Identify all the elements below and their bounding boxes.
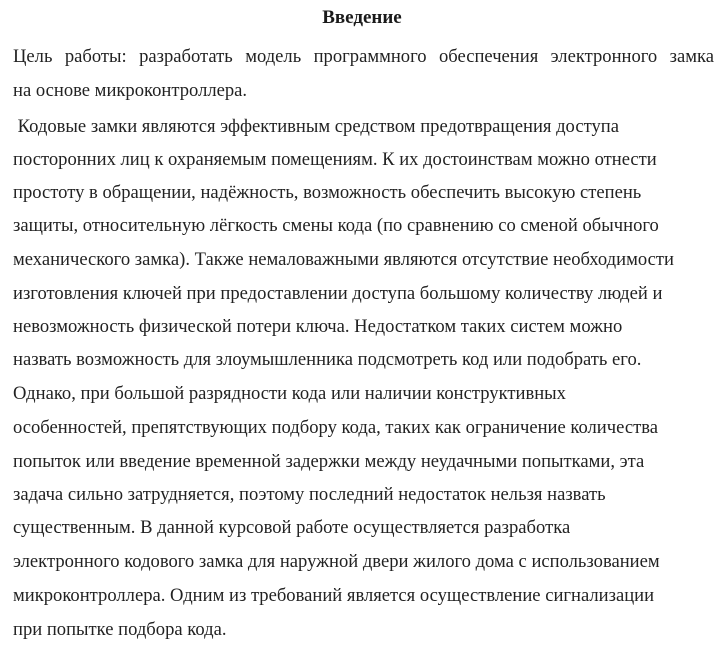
text-line: попыток или введение временной задержки между неудачными попытками, эта xyxy=(13,451,645,472)
text-line: Однако, при большой разрядности кода или наличии конструктивных xyxy=(13,383,566,404)
text-line: существенным. В данной курсовой работе осуществляется разработка xyxy=(13,517,571,538)
text-line: на основе микроконтроллера. xyxy=(13,80,248,101)
text-line: посторонних лиц к охраняемым помещениям. К их достоинствам можно отнести xyxy=(13,149,657,170)
text-line: механического замка). Также немаловажными являются отсутствие необходимости xyxy=(13,249,674,270)
document-title: Введение xyxy=(322,7,402,28)
text-line: Кодовые замки являются эффективным средством предотвращения доступа xyxy=(13,116,619,137)
text-line: невозможность физической потери ключа. Недостатком таких систем можно xyxy=(13,316,623,337)
text-line: изготовления ключей при предоставлении доступа большому количеству людей и xyxy=(13,283,663,304)
text-line: простоту в обращении, надёжность, возможность обеспечить высокую степень xyxy=(13,182,642,203)
text-line: при попытке подбора кода. xyxy=(13,619,227,640)
text-line: защиты, относительную лёгкость смены кода (по сравнению со сменой обычного xyxy=(13,215,659,236)
text-line: задача сильно затрудняется, поэтому последний недостаток нельзя назвать xyxy=(13,484,606,505)
text-line: особенностей, препятствующих подбору кода, таких как ограничение количества xyxy=(13,417,658,438)
text-line: микроконтроллера. Одним из требований является осуществление сигнализации xyxy=(13,585,655,606)
text-line: Цель работы: разработать модель программного обеспечения электронного замка xyxy=(13,46,714,67)
text-line: назвать возможность для злоумышленника подсмотреть код или подобрать его. xyxy=(13,349,642,370)
text-line: электронного кодового замка для наружной двери жилого дома с использованием xyxy=(13,551,660,572)
